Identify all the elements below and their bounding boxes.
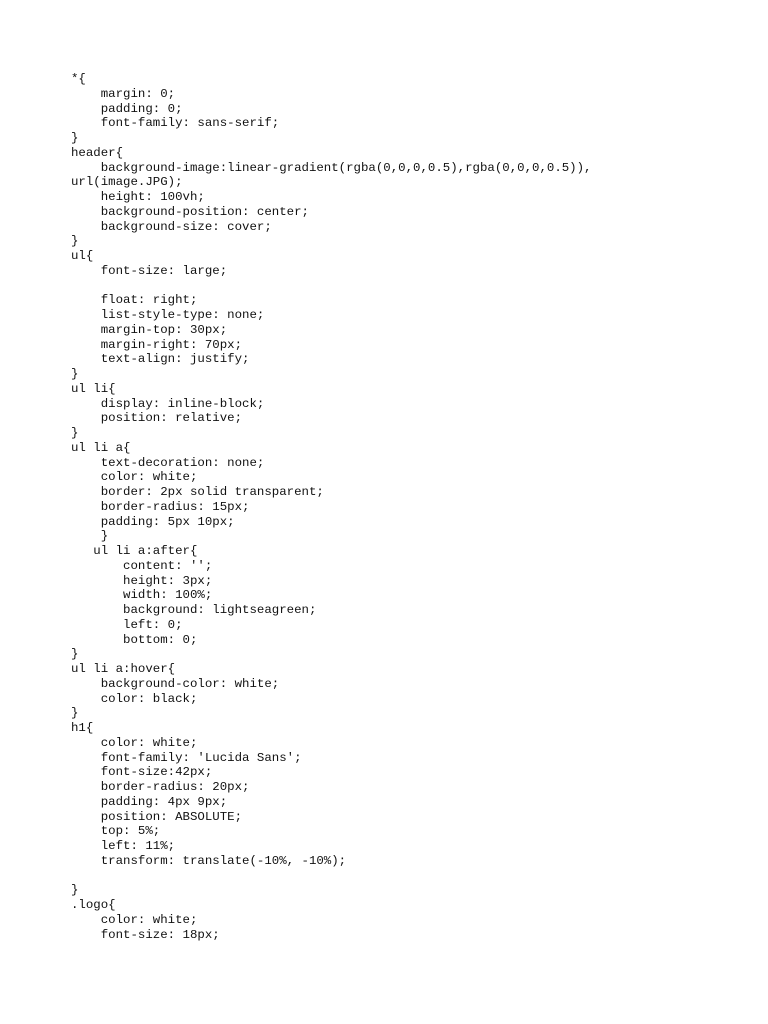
code-line: font-size: large;: [71, 263, 228, 278]
code-line: margin-right: 70px;: [71, 337, 243, 352]
code-line: content: '';: [71, 558, 213, 573]
code-line: url(image.JPG);: [71, 175, 183, 190]
code-line: padding: 0;: [71, 101, 183, 116]
code-line: ul li a:hover{: [71, 662, 176, 676]
code-line: background-position: center;: [71, 204, 309, 219]
code-line: header{: [71, 145, 124, 160]
code-line: left: 0;: [71, 617, 183, 632]
code-line: background-image:linear-gradient(rgba(0,0,0,0.5),rgba(0,0,0,0.5)),: [71, 160, 592, 175]
code-line: background: lightseagreen;: [71, 603, 317, 617]
code-line: [71, 869, 592, 884]
code-line: background-size: cover;: [71, 219, 272, 234]
code-line: ul li a{: [71, 440, 131, 455]
code-line: color: white;: [71, 470, 198, 485]
code-line: }: [71, 883, 79, 898]
code-line: position: relative;: [71, 411, 243, 426]
code-line: margin: 0;: [71, 86, 176, 101]
code-line: h1{: [71, 721, 94, 735]
code-line: ul li{: [71, 381, 116, 396]
code-line: color: black;: [71, 691, 198, 706]
code-line: padding: 4px 9px;: [71, 794, 228, 809]
code-line: text-decoration: none;: [71, 455, 265, 470]
code-line: color: white;: [71, 912, 198, 927]
code-line: border-radius: 15px;: [71, 499, 250, 514]
code-line: }: [71, 529, 109, 544]
code-line: text-align: justify;: [71, 352, 250, 367]
code-line: font-size:42px;: [71, 765, 213, 780]
code-line: position: ABSOLUTE;: [71, 809, 243, 824]
code-line: bottom: 0;: [71, 632, 198, 647]
code-line: }: [71, 234, 79, 249]
code-line: }: [71, 131, 79, 145]
code-line: [71, 279, 592, 294]
code-line: .logo{: [71, 898, 116, 912]
code-line: ul{: [71, 249, 94, 263]
code-line: margin-top: 30px;: [71, 322, 228, 337]
code-line: transform: translate(-10%, -10%);: [71, 853, 347, 868]
code-line: left: 11%;: [71, 839, 176, 853]
code-line: *{: [71, 72, 86, 86]
code-line: display: inline-block;: [71, 396, 265, 411]
code-line: height: 3px;: [71, 573, 213, 588]
code-line: list-style-type: none;: [71, 308, 265, 322]
code-line: font-family: 'Lucida Sans';: [71, 750, 302, 765]
code-line: top: 5%;: [71, 824, 161, 839]
code-line: color: white;: [71, 735, 198, 750]
code-line: }: [71, 647, 79, 662]
code-line: float: right;: [71, 293, 198, 308]
code-line: border-radius: 20px;: [71, 780, 250, 794]
code-line: padding: 5px 10px;: [71, 514, 235, 529]
code-listing: [71, 72, 592, 942]
code-line: height: 100vh;: [71, 190, 205, 204]
code-line: background-color: white;: [71, 676, 280, 691]
code-line: }: [71, 706, 79, 721]
code-line: }: [71, 367, 79, 381]
code-line: border: 2px solid transparent;: [71, 485, 324, 499]
code-line: width: 100%;: [71, 588, 213, 603]
code-line: ul li a:after{: [71, 544, 198, 558]
code-line: font-size: 18px;: [71, 927, 220, 942]
code-line: font-family: sans-serif;: [71, 116, 280, 131]
code-line: }: [71, 426, 79, 440]
